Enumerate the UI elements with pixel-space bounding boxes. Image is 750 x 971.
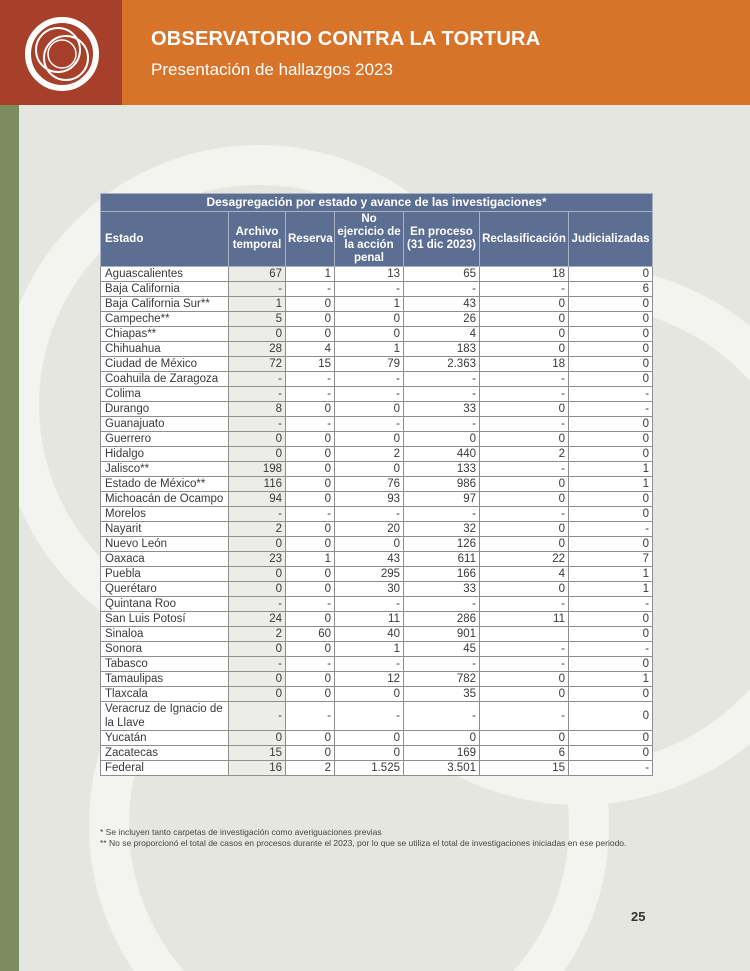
value-cell: 0 xyxy=(229,672,286,687)
value-cell: 169 xyxy=(404,746,480,761)
value-cell: - xyxy=(404,657,480,672)
value-cell: 0 xyxy=(286,687,335,702)
state-name-cell: Coahuila de Zaragoza xyxy=(101,372,229,387)
value-cell: 0 xyxy=(229,687,286,702)
state-name-cell: San Luis Potosí xyxy=(101,612,229,627)
value-cell: 198 xyxy=(229,462,286,477)
value-cell: 1 xyxy=(286,552,335,567)
value-cell: - xyxy=(569,642,653,657)
value-cell: 0 xyxy=(569,507,653,522)
value-cell: 79 xyxy=(335,357,404,372)
value-cell: 133 xyxy=(404,462,480,477)
state-name-cell: Sinaloa xyxy=(101,627,229,642)
value-cell: 2 xyxy=(229,627,286,642)
value-cell: 986 xyxy=(404,477,480,492)
state-name-cell: Oaxaca xyxy=(101,552,229,567)
value-cell: 183 xyxy=(404,342,480,357)
value-cell: 0 xyxy=(335,731,404,746)
value-cell: 0 xyxy=(335,432,404,447)
state-name-cell: Guerrero xyxy=(101,432,229,447)
state-name-cell: Aguascalientes xyxy=(101,267,229,282)
state-name-cell: Guanajuato xyxy=(101,417,229,432)
value-cell: - xyxy=(286,702,335,731)
value-cell: 0 xyxy=(569,447,653,462)
value-cell: 0 xyxy=(480,672,569,687)
value-cell: 0 xyxy=(569,612,653,627)
value-cell: - xyxy=(404,417,480,432)
state-name-cell: Chihuahua xyxy=(101,342,229,357)
value-cell: 30 xyxy=(335,582,404,597)
value-cell: 0 xyxy=(569,432,653,447)
value-cell: 97 xyxy=(404,492,480,507)
value-cell: 0 xyxy=(569,687,653,702)
value-cell: 43 xyxy=(335,552,404,567)
footnote-1: * Se incluyen tanto carpetas de investigación como averiguaciones previas xyxy=(100,827,382,837)
value-cell: 0 xyxy=(404,432,480,447)
value-cell: 0 xyxy=(286,537,335,552)
column-header: Estado xyxy=(101,212,229,267)
value-cell: 1 xyxy=(569,462,653,477)
value-cell: 0 xyxy=(569,746,653,761)
state-name-cell: Baja California xyxy=(101,282,229,297)
column-header: En proceso (31 dic 2023) xyxy=(404,212,480,267)
value-cell: 0 xyxy=(229,327,286,342)
state-name-cell: Querétaro xyxy=(101,582,229,597)
state-name-cell: Federal xyxy=(101,761,229,776)
value-cell: - xyxy=(480,387,569,402)
value-cell: 15 xyxy=(286,357,335,372)
value-cell: 0 xyxy=(286,447,335,462)
value-cell: 2.363 xyxy=(404,357,480,372)
value-cell: 33 xyxy=(404,402,480,417)
table-row xyxy=(101,552,653,567)
value-cell: 15 xyxy=(480,761,569,776)
value-cell: - xyxy=(335,372,404,387)
value-cell: 2 xyxy=(229,522,286,537)
value-cell: 60 xyxy=(286,627,335,642)
value-cell: 11 xyxy=(335,612,404,627)
value-cell: 1 xyxy=(335,642,404,657)
value-cell: - xyxy=(404,597,480,612)
table-row xyxy=(101,357,653,372)
column-header: No ejercicio de la acción penal xyxy=(335,212,404,267)
column-header: Judicializadas xyxy=(569,212,653,267)
value-cell: 18 xyxy=(480,267,569,282)
value-cell: 45 xyxy=(404,642,480,657)
value-cell: 0 xyxy=(286,432,335,447)
table-row xyxy=(101,627,653,642)
value-cell: 0 xyxy=(569,342,653,357)
table-row xyxy=(101,522,653,537)
table-row xyxy=(101,567,653,582)
value-cell: 0 xyxy=(286,582,335,597)
value-cell: 16 xyxy=(229,761,286,776)
value-cell: 1 xyxy=(229,297,286,312)
value-cell: 93 xyxy=(335,492,404,507)
value-cell: - xyxy=(404,282,480,297)
value-cell: 0 xyxy=(286,477,335,492)
value-cell: - xyxy=(335,387,404,402)
value-cell: 6 xyxy=(480,746,569,761)
value-cell: 0 xyxy=(569,657,653,672)
value-cell: - xyxy=(404,372,480,387)
state-name-cell: Sonora xyxy=(101,642,229,657)
table-row xyxy=(101,327,653,342)
value-cell: 440 xyxy=(404,447,480,462)
state-name-cell: Quintana Roo xyxy=(101,597,229,612)
table-row xyxy=(101,582,653,597)
value-cell: 1 xyxy=(286,267,335,282)
value-cell: 0 xyxy=(335,746,404,761)
table-row xyxy=(101,477,653,492)
column-header: Archivo temporal xyxy=(229,212,286,267)
value-cell: - xyxy=(480,702,569,731)
value-cell: 0 xyxy=(480,582,569,597)
table-row xyxy=(101,432,653,447)
table-row xyxy=(101,702,653,731)
value-cell: 0 xyxy=(569,327,653,342)
value-cell: 43 xyxy=(404,297,480,312)
value-cell: 23 xyxy=(229,552,286,567)
value-cell: 18 xyxy=(480,357,569,372)
state-name-cell: Durango xyxy=(101,402,229,417)
value-cell: 0 xyxy=(229,642,286,657)
value-cell: 0 xyxy=(569,312,653,327)
investigations-table xyxy=(100,193,653,776)
value-cell: - xyxy=(480,507,569,522)
value-cell: 0 xyxy=(229,731,286,746)
value-cell: - xyxy=(229,657,286,672)
value-cell: 286 xyxy=(404,612,480,627)
table-row xyxy=(101,312,653,327)
value-cell: 0 xyxy=(480,537,569,552)
value-cell: 0 xyxy=(335,312,404,327)
value-cell: 295 xyxy=(335,567,404,582)
value-cell: - xyxy=(229,387,286,402)
value-cell: 7 xyxy=(569,552,653,567)
state-name-cell: Zacatecas xyxy=(101,746,229,761)
value-cell: - xyxy=(480,282,569,297)
state-name-cell: Baja California Sur** xyxy=(101,297,229,312)
value-cell: 1 xyxy=(569,477,653,492)
value-cell: - xyxy=(286,597,335,612)
header xyxy=(0,0,750,105)
table-header-row xyxy=(101,212,653,267)
table-row xyxy=(101,267,653,282)
value-cell: 0 xyxy=(286,612,335,627)
value-cell: 0 xyxy=(480,327,569,342)
value-cell: - xyxy=(286,657,335,672)
value-cell: 1 xyxy=(569,582,653,597)
value-cell: - xyxy=(404,507,480,522)
table-row xyxy=(101,507,653,522)
column-header: Reserva xyxy=(286,212,335,267)
value-cell: 0 xyxy=(286,402,335,417)
value-cell: 28 xyxy=(229,342,286,357)
state-name-cell: Ciudad de México xyxy=(101,357,229,372)
value-cell: 2 xyxy=(480,447,569,462)
value-cell: - xyxy=(286,387,335,402)
value-cell: 0 xyxy=(229,432,286,447)
table-row xyxy=(101,657,653,672)
value-cell: 1 xyxy=(335,342,404,357)
value-cell: 166 xyxy=(404,567,480,582)
value-cell: 3.501 xyxy=(404,761,480,776)
value-cell: - xyxy=(335,657,404,672)
page-number: 25 xyxy=(631,909,646,924)
state-name-cell: Hidalgo xyxy=(101,447,229,462)
value-cell: 0 xyxy=(569,372,653,387)
value-cell: 0 xyxy=(569,537,653,552)
table-row xyxy=(101,672,653,687)
value-cell: 12 xyxy=(335,672,404,687)
value-cell: - xyxy=(569,597,653,612)
table-row xyxy=(101,372,653,387)
value-cell: - xyxy=(480,372,569,387)
value-cell: 4 xyxy=(404,327,480,342)
table-row xyxy=(101,746,653,761)
value-cell: 1 xyxy=(335,297,404,312)
state-name-cell: Yucatán xyxy=(101,731,229,746)
state-name-cell: Jalisco** xyxy=(101,462,229,477)
value-cell: 0 xyxy=(480,522,569,537)
value-cell: 0 xyxy=(569,492,653,507)
value-cell: - xyxy=(480,417,569,432)
value-cell: 0 xyxy=(480,312,569,327)
value-cell: 0 xyxy=(335,687,404,702)
table-row xyxy=(101,402,653,417)
value-cell: 0 xyxy=(569,267,653,282)
value-cell: 0 xyxy=(229,537,286,552)
value-cell: 0 xyxy=(480,402,569,417)
value-cell: 0 xyxy=(480,432,569,447)
state-name-cell: Michoacán de Ocampo xyxy=(101,492,229,507)
logo-box xyxy=(0,0,122,105)
footnote-2: ** No se proporcionó el total de casos en procesos durante el 2023, por lo que se utiliza el total de investigaciones iniciadas en ese periodo. xyxy=(100,838,627,848)
value-cell: - xyxy=(569,387,653,402)
value-cell: 0 xyxy=(286,312,335,327)
value-cell: 0 xyxy=(286,327,335,342)
value-cell: - xyxy=(335,507,404,522)
value-cell: 0 xyxy=(335,402,404,417)
table-row xyxy=(101,492,653,507)
table-row xyxy=(101,342,653,357)
value-cell: 0 xyxy=(229,582,286,597)
value-cell: 0 xyxy=(286,746,335,761)
value-cell: 126 xyxy=(404,537,480,552)
value-cell: 1 xyxy=(569,567,653,582)
value-cell: 0 xyxy=(286,297,335,312)
page-title: OBSERVATORIO CONTRA LA TORTURA xyxy=(151,28,541,50)
page-subtitle: Presentación de hallazgos 2023 xyxy=(151,60,393,79)
value-cell: - xyxy=(335,597,404,612)
value-cell: 11 xyxy=(480,612,569,627)
value-cell: 611 xyxy=(404,552,480,567)
value-cell: 1 xyxy=(569,672,653,687)
column-header: Reclasificación xyxy=(480,212,569,267)
value-cell: - xyxy=(229,282,286,297)
value-cell: - xyxy=(404,702,480,731)
value-cell: - xyxy=(480,642,569,657)
observatory-logo-icon xyxy=(22,14,102,94)
value-cell: - xyxy=(286,282,335,297)
table-row xyxy=(101,297,653,312)
value-cell: 0 xyxy=(335,537,404,552)
value-cell: - xyxy=(480,462,569,477)
value-cell: 0 xyxy=(286,731,335,746)
value-cell: 0 xyxy=(480,492,569,507)
value-cell: 0 xyxy=(480,297,569,312)
value-cell: 0 xyxy=(480,731,569,746)
value-cell: - xyxy=(229,507,286,522)
value-cell: - xyxy=(229,372,286,387)
value-cell xyxy=(480,627,569,642)
value-cell: 35 xyxy=(404,687,480,702)
value-cell: 0 xyxy=(569,702,653,731)
value-cell: 0 xyxy=(569,417,653,432)
table-caption: Desagregación por estado y avance de las investigaciones* xyxy=(101,194,653,212)
value-cell: 72 xyxy=(229,357,286,372)
value-cell: 0 xyxy=(286,672,335,687)
value-cell: 0 xyxy=(286,492,335,507)
value-cell: 0 xyxy=(335,327,404,342)
value-cell: 6 xyxy=(569,282,653,297)
table-row xyxy=(101,687,653,702)
value-cell: 0 xyxy=(286,642,335,657)
table-row xyxy=(101,462,653,477)
table-row xyxy=(101,447,653,462)
table-row xyxy=(101,282,653,297)
value-cell: 4 xyxy=(480,567,569,582)
value-cell: 0 xyxy=(569,357,653,372)
value-cell: 0 xyxy=(286,567,335,582)
table-row xyxy=(101,387,653,402)
table-row xyxy=(101,597,653,612)
value-cell: 901 xyxy=(404,627,480,642)
table-body xyxy=(101,267,653,776)
value-cell: 0 xyxy=(480,477,569,492)
table-row xyxy=(101,642,653,657)
value-cell: 0 xyxy=(229,567,286,582)
state-name-cell: Tabasco xyxy=(101,657,229,672)
value-cell: - xyxy=(229,597,286,612)
value-cell: 0 xyxy=(229,447,286,462)
state-name-cell: Estado de México** xyxy=(101,477,229,492)
value-cell: 0 xyxy=(335,462,404,477)
value-cell: 32 xyxy=(404,522,480,537)
state-name-cell: Nuevo León xyxy=(101,537,229,552)
state-name-cell: Colima xyxy=(101,387,229,402)
value-cell: - xyxy=(480,597,569,612)
table-row xyxy=(101,612,653,627)
value-cell: 0 xyxy=(480,687,569,702)
value-cell: 782 xyxy=(404,672,480,687)
value-cell: - xyxy=(286,507,335,522)
value-cell: - xyxy=(404,387,480,402)
state-name-cell: Campeche** xyxy=(101,312,229,327)
state-name-cell: Veracruz de Ignacio de la Llave xyxy=(101,702,229,731)
value-cell: 40 xyxy=(335,627,404,642)
value-cell: 0 xyxy=(404,731,480,746)
value-cell: - xyxy=(229,417,286,432)
value-cell: - xyxy=(569,402,653,417)
value-cell: 26 xyxy=(404,312,480,327)
value-cell: 4 xyxy=(286,342,335,357)
state-name-cell: Nayarit xyxy=(101,522,229,537)
value-cell: - xyxy=(335,282,404,297)
value-cell: 15 xyxy=(229,746,286,761)
value-cell: 0 xyxy=(569,297,653,312)
value-cell: 1.525 xyxy=(335,761,404,776)
value-cell: 0 xyxy=(286,462,335,477)
value-cell: 24 xyxy=(229,612,286,627)
state-name-cell: Puebla xyxy=(101,567,229,582)
state-name-cell: Tlaxcala xyxy=(101,687,229,702)
value-cell: 76 xyxy=(335,477,404,492)
value-cell: 0 xyxy=(569,627,653,642)
value-cell: 67 xyxy=(229,267,286,282)
value-cell: - xyxy=(229,702,286,731)
value-cell: - xyxy=(286,417,335,432)
value-cell: 0 xyxy=(569,731,653,746)
value-cell: - xyxy=(569,522,653,537)
footnotes xyxy=(100,827,660,849)
side-bar xyxy=(0,105,19,971)
value-cell: - xyxy=(569,761,653,776)
value-cell: 8 xyxy=(229,402,286,417)
state-name-cell: Tamaulipas xyxy=(101,672,229,687)
value-cell: 22 xyxy=(480,552,569,567)
value-cell: 0 xyxy=(286,522,335,537)
value-cell: 2 xyxy=(286,761,335,776)
value-cell: 20 xyxy=(335,522,404,537)
value-cell: - xyxy=(335,702,404,731)
value-cell: - xyxy=(480,657,569,672)
table-row xyxy=(101,417,653,432)
value-cell: 116 xyxy=(229,477,286,492)
value-cell: - xyxy=(286,372,335,387)
state-name-cell: Chiapas** xyxy=(101,327,229,342)
value-cell: 94 xyxy=(229,492,286,507)
value-cell: 2 xyxy=(335,447,404,462)
value-cell: 33 xyxy=(404,582,480,597)
value-cell: 5 xyxy=(229,312,286,327)
value-cell: 0 xyxy=(480,342,569,357)
table-row xyxy=(101,731,653,746)
state-name-cell: Morelos xyxy=(101,507,229,522)
value-cell: - xyxy=(335,417,404,432)
table-row xyxy=(101,761,653,776)
table-row xyxy=(101,537,653,552)
value-cell: 13 xyxy=(335,267,404,282)
value-cell: 65 xyxy=(404,267,480,282)
